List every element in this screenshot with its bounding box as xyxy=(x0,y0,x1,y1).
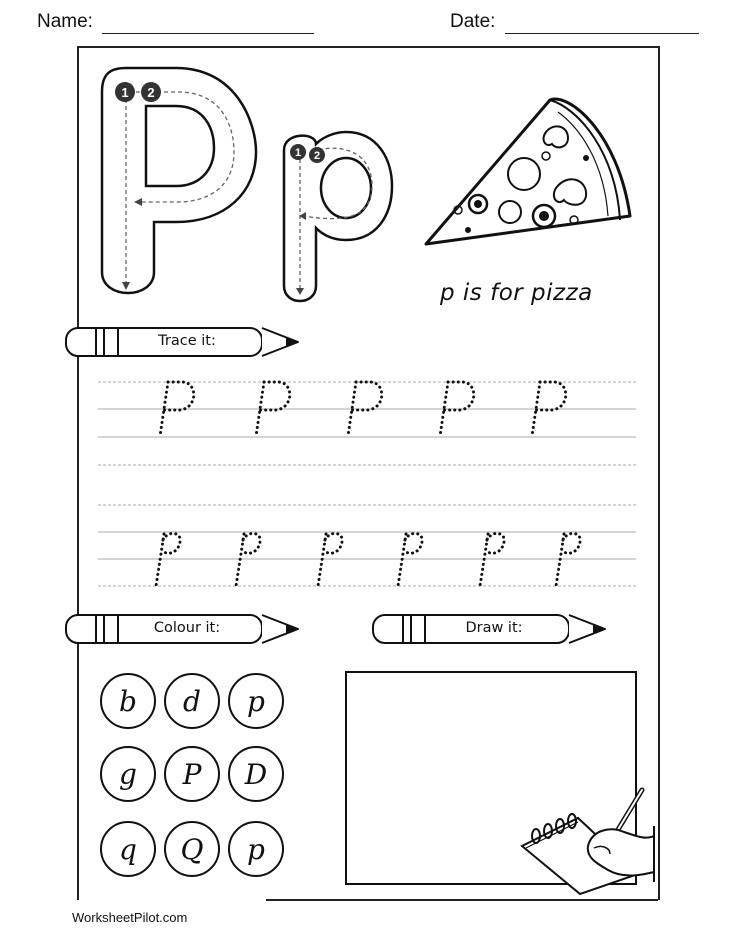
colour-circle[interactable]: Q xyxy=(164,821,220,877)
trace-letter xyxy=(556,533,580,586)
trace-letter xyxy=(160,382,194,436)
trace-letter xyxy=(440,382,474,436)
lowercase-letter-outline xyxy=(280,130,400,305)
colour-circle[interactable]: P xyxy=(164,746,220,802)
trace-row-lowercase xyxy=(140,528,600,590)
colour-circle[interactable]: d xyxy=(164,673,220,729)
uppercase-letter-outline xyxy=(96,62,266,302)
notepad-hand-icon xyxy=(518,786,660,896)
stroke-number-1-small: 1 xyxy=(294,147,302,159)
trace-letter xyxy=(236,533,260,586)
draw-it-label: Draw it: xyxy=(465,620,523,636)
date-label: Date: xyxy=(450,11,496,32)
trace-letter xyxy=(398,533,422,586)
stroke-number-1: 1 xyxy=(121,85,129,100)
trace-letter xyxy=(256,382,290,436)
colour-circle[interactable]: p xyxy=(228,821,284,877)
picture-caption: p is for pizza xyxy=(440,280,593,306)
date-field-line[interactable] xyxy=(505,33,699,34)
colour-it-label: Colour it: xyxy=(153,620,221,636)
frame-bottom-line xyxy=(266,899,658,901)
trace-letter xyxy=(480,533,504,586)
colour-circle[interactable]: g xyxy=(100,746,156,802)
name-label: Name: xyxy=(37,11,93,32)
stroke-number-2-small: 2 xyxy=(313,150,321,162)
colour-circle[interactable]: b xyxy=(100,673,156,729)
trace-letter xyxy=(532,382,566,436)
trace-letter xyxy=(318,533,342,586)
trace-row-uppercase xyxy=(140,378,600,442)
pizza-slice-icon xyxy=(418,92,638,252)
trace-letter xyxy=(156,533,180,586)
trace-letter xyxy=(348,382,382,436)
name-field-line[interactable] xyxy=(102,33,314,34)
trace-it-label: Trace it: xyxy=(158,333,216,349)
footer-credit: WorksheetPilot.com xyxy=(72,910,188,925)
colour-circle[interactable]: D xyxy=(228,746,284,802)
colour-circle[interactable]: p xyxy=(228,673,284,729)
stroke-number-2: 2 xyxy=(147,85,155,100)
colour-circle[interactable]: q xyxy=(100,821,156,877)
